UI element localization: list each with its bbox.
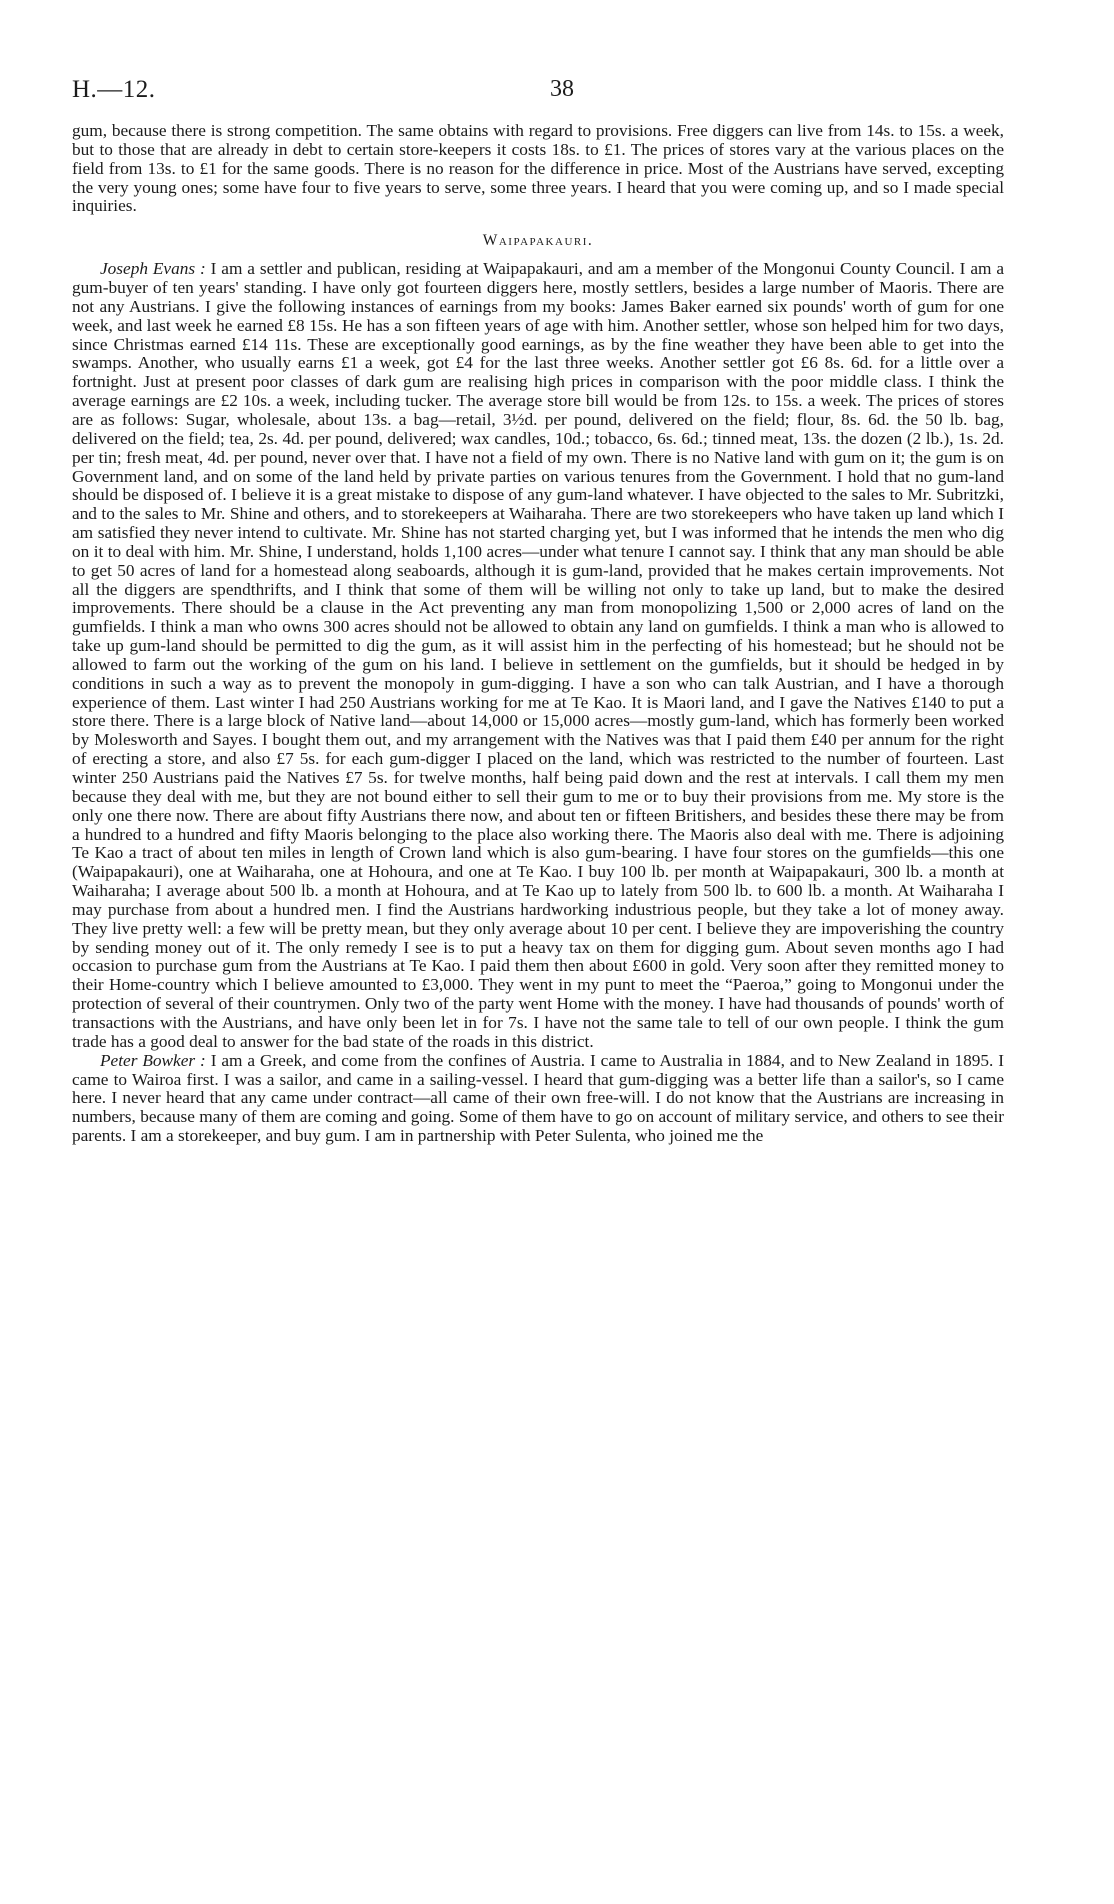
testimony-paragraph xyxy=(72,1052,1004,1146)
intro-paragraph: gum, because there is strong competition. The same obtains with regard to provisions. Free diggers can live from 14s. to 15s. a week, but to those that are already in debt to certain store-keepers it costs 18s. to £1. The prices of stores vary at the various places on the field from 13s. to £1 for the same goods. There is no reason for the difference in price. Most of the Austrians have served, excepting the very young ones; some have four to five years to serve, some three years. I heard that you were coming up, and so I made special inquiries. xyxy=(72,121,1004,216)
section-heading: Waipapakauri. xyxy=(482,232,594,250)
page-number: 38 xyxy=(550,76,574,102)
speaker-name: Peter Bowker : xyxy=(100,1050,206,1070)
speaker-name: Joseph Evans : xyxy=(100,259,206,279)
page-header xyxy=(72,76,1004,122)
testimony-text: I am a settler and publican, residing at Waipapakauri, and am a member of the Mongonui County Council. I am a gum-buyer of ten years' standing. I have only got fourteen diggers here, mostly settlers, besides a large number of Maoris. There are not any Austrians. I give the following instances of earnings from my books: James Baker earned six pounds' worth of gum for one week, and last week he earned £8 15s. He has a son fifteen years of age with him. Another settler, whose son helped him for two days, since Christmas earned £14 11s. These are exceptionally good earnings, as by the fine weather they have been able to get into the swamps. Another, who usually earns £1 a week, got £4 for the last three weeks. Another settler got £6 8s. 6d. for a little over a fortnight. Just at present poor classes of dark gum are realising high prices in comparison with the poor middle class. I think the average earnings are £2 10s. a week, including tucker. The average store bill would be from 12s. to 15s. a week. The prices of stores are as follows: Sugar, wholesale, about 13s. a bag—retail, 3½d. per pound, delivered on the field; flour, 8s. 6d. the 50 lb. bag, delivered on the field; tea, 2s. 4d. per pound, delivered; wax candles, 10d.; tobacco, 6s. 6d.; tinned meat, 13s. the dozen (2 lb.), 1s. 2d. per tin; fresh meat, 4d. per pound, never over that. I have not a field of my own. There is no Native land with gum on it; the gum is on Government land, and on some of the land held by private parties on various tenures from the Government. I hold that no gum-land should be disposed of. I believe it is a great mistake to dispose of any gum-land whatever. I have objected to the sales to Mr. Subritzki, and to the sales to Mr. Shine and others, and to storekeepers at Waiharaha. There are two storekeepers who have taken up land which I am satisfied they never intend to cultivate. Mr. Shine has not started charging yet, but I was informed that he intends the men who dig on it to deal with him. Mr. Shine, I understand, holds 1,100 acres—under what tenure I cannot say. I think that any man should be able to get 50 acres of land for a homestead along seaboards, although it is gum-land, provided that he makes certain improvements. Not all the diggers are spendthrifts, and I think that some of them will be willing not only to take up land, but to make the desired improvements. There should be a clause in the Act preventing any man from monopolizing 1,500 or 2,000 acres of land on the gumfields. I think a man who owns 300 acres should not be allowed to obtain any land on gumfields. I think a man who is allowed to take up gum-land should be permitted to dig the gum, as it will assist him in the perfecting of his homestead; but he should not be allowed to farm out the working of the gum on his land. I believe in settlement on the gumfields, but it should be hedged in by conditions in such a way as to prevent the monopoly in gum-digging. I have a son who can talk Austrian, and I have a thorough experience of them. Last winter I had 250 Austrians working for me at Te Kao. It is Maori land, and I gave the Natives £140 to put a store there. There is a large block of Native land—about 14,000 or 15,000 acres—mostly gum-land, which has formerly been worked by Molesworth and Sayes. I bought them out, and my arrangement with the Natives was that I paid them £40 per annum for the right of erecting a store, and also £7 5s. for each gum-digger I placed on the land, which was restricted to the number of fourteen. Last winter 250 Austrians paid the Natives £7 5s. for twelve months, half being paid down and the rest at intervals. I call them my men because they deal with me, but they are not bound either to sell their gum to me or to buy their provisions from me. My store is the only one there now. There are about fifty Austrians there now, and about ten or fifteen Britishers, and besides these there may be from a hundred to a hundred and fifty Maoris belonging to the place also working there. The Maoris also deal with me. There is adjoining Te Kao a tract of about ten miles in length of Crown land which is also gum-bearing. I have four stores on the gumfields—this one (Waipapakauri), one at Waiharaha, one at Hohoura, and one at Te Kao. I buy 100 lb. per month at Waipapakauri, 300 lb. a month at Waiharaha; I average about 500 lb. a month at Hohoura, and at Te Kao up to lately from 500 lb. to 600 lb. a month. At Waiharaha I may purchase from about a hundred men. I find the Austrians hardworking industrious people, but they take a lot of money away. They live pretty well: a few will be pretty mean, but they only average about 10 per cent. I believe they are impoverishing the country by sending money out of it. The only remedy I see is to put a heavy tax on them for digging gum. About seven months ago I had occasion to purchase gum from the Austrians at Te Kao. I paid them then about £600 in gold. Very soon after they remitted money to their Home-country which I believe amounted to £3,000. They went in my punt to meet the “Paeroa,” going to Mongonui under the protection of several of their countrymen. Only two of the party went Home with the money. I have had thousands of pounds' worth of transactions with the Austrians, and have only been let in for 7s. I have not the same tale to tell of our own people. I think the gum trade has a good deal to answer for the bad state of the roads in this district. xyxy=(72,259,1004,1051)
testimony-paragraph xyxy=(72,260,1004,1051)
document-page xyxy=(72,76,1004,1146)
document-reference: H.—12. xyxy=(72,76,156,103)
testimony-text: I am a Greek, and come from the confines of Austria. I came to Australia in 1884, and to New Zealand in 1895. I came to Wairoa first. I was a sailor, and came in a sailing-vessel. I heard that gum-digging was a better life than a sailor's, so I came here. I never heard that any came under contract—all came of their own free-will. I do not know that the Austrians are increasing in numbers, because many of them are coming and going. Some of them have to go on account of military service, and others to see their parents. I am a storekeeper, and buy gum. I am in partnership with Peter Sulenta, who joined me the xyxy=(72,1050,1004,1146)
